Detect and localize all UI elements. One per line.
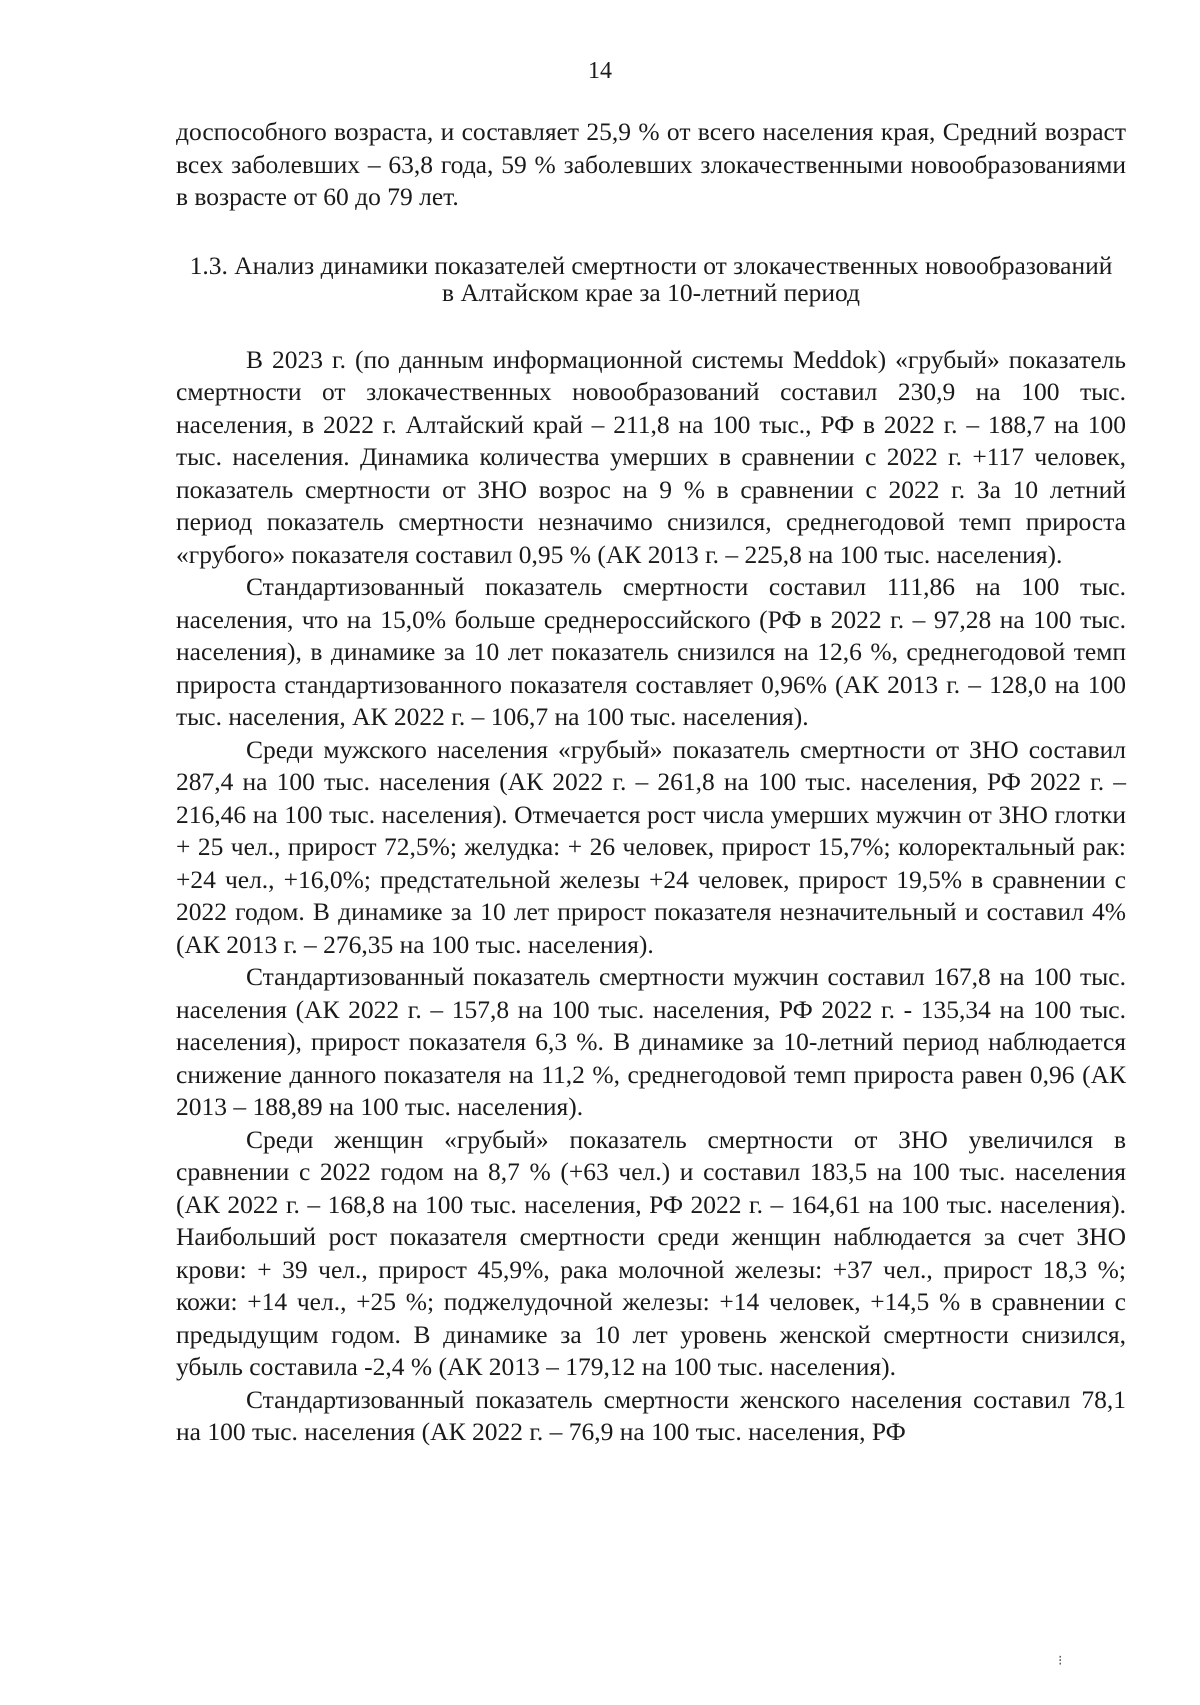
paragraph-female-standardized-mortality: Стандартизованный показатель смертности женского населения составил 78,1 на 100 тыс. населения (АК 2022 г. – 76,9 на 100 тыс. населения, РФ: [176, 1384, 1126, 1446]
paragraph-male-crude-mortality: Среди мужского населения «грубый» показатель смертности от ЗНО составил 287,4 на 100 тыс. населения (АК 2022 г. – 261,8 на 100 тыс. населения, РФ 2022 г. – 216,46 на 100 тыс. населения). Отмечается рост числа умерших мужчин от ЗНО глотки + 25 чел., прирост 72,5%; желудка: + 26 человек, прирост 15,7%; колоректальный рак: +24 чел., +16,0%; предстательной железы +24 человек, прирост 19,5% в сравнении с 2022 годом. В динамике за 10 лет прирост показателя незначительный и составил 4% (АК 2013 г. – 276,35 на 100 тыс. населения).: [176, 734, 1126, 959]
intro-paragraph: доспособного возраста, и составляет 25,9 % от всего населения края, Средний возраст всех заболевших – 63,8 года, 59 % заболевших злокачественными новообразованиями в возрасте от 60 до 79 лет.: [176, 117, 1126, 211]
section-heading: 1.3. Анализ динамики показателей смертности от злокачественных новообразований в Алтайском крае за 10-летний период: [189, 250, 1113, 307]
paragraph-female-crude-mortality: Среди женщин «грубый» показатель смертности от ЗНО увеличился в сравнении с 2022 годом на 8,7 % (+63 чел.) и составил 183,5 на 100 тыс. населения (АК 2022 г. – 168,8 на 100 тыс. населения, РФ 2022 г. – 164,61 на 100 тыс. населения). Наибольший рост показателя смертности среди женщин наблюдается за счет ЗНО крови: + 39 чел., прирост 45,9%, рака молочной железы: +37 чел., прирост 18,3 %; кожи: +14 чел., +25 %; поджелудочной железы: +14 человек, +14,5 % в сравнении с предыдущим годом. В динамике за 10 лет уровень женской смертности снизился, убыль составила -2,4 % (АК 2013 – 179,12 на 100 тыс. населения).: [176, 1124, 1126, 1381]
document-body: [176, 116, 1126, 1449]
paragraph-male-standardized-mortality: Стандартизованный показатель смертности мужчин составил 167,8 на 100 тыс. населения (АК 2022 г. – 157,8 на 100 тыс. населения, РФ 2022 г. - 135,34 на 100 тыс. населения), прирост показателя 6,3 %. В динамике за 10-летний период наблюдается снижение данного показателя на 11,2 %, среднегодовой темп прироста равен 0,96 (АК 2013 – 188,89 на 100 тыс. населения).: [176, 962, 1126, 1121]
scan-artifact-mark: ⁝: [1058, 1654, 1063, 1669]
paragraph-crude-mortality: В 2023 г. (по данным информационной системы Meddok) «грубый» показатель смертности от злокачественных новообразований составил 230,9 на 100 тыс. населения, в 2022 г. Алтайский край – 211,8 на 100 тыс., РФ в 2022 г. – 188,7 на 100 тыс. населения. Динамика количества умерших в сравнении с 2022 г. +117 человек, показатель смертности от ЗНО возрос на 9 % в сравнении с 2022 г. За 10 летний период показатель смертности незначимо снизился, среднегодовой темп прироста «грубого» показателя составил 0,95 % (АК 2013 г. – 225,8 на 100 тыс. населения).: [176, 344, 1126, 569]
page-number: 14: [588, 58, 612, 84]
paragraph-standardized-mortality: Стандартизованный показатель смертности составил 111,86 на 100 тыс. населения, что на 15,0% больше среднероссийского (РФ в 2022 г. – 97,28 на 100 тыс. населения), в динамике за 10 лет показатель снизился на 12,6 %, среднегодовой темп прироста стандартизованного показателя составляет 0,96% (АК 2013 г. – 128,0 на 100 тыс. населения, АК 2022 г. – 106,7 на 100 тыс. населения).: [176, 572, 1126, 731]
